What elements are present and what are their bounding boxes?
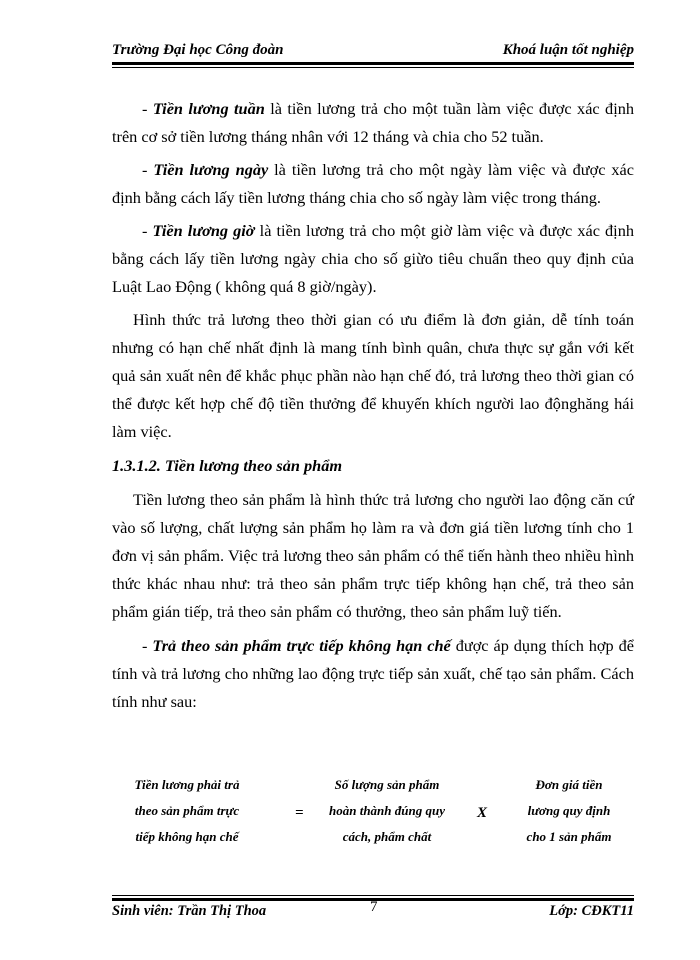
bullet-hourly-wage xyxy=(112,217,634,301)
footer-student: Sinh viên: Trần Thị Thoa xyxy=(112,903,267,919)
paragraph-direct-piece-rate xyxy=(112,632,634,716)
bullet-dash: - xyxy=(142,99,153,118)
formula-mid-line: Số lượng sản phẩm xyxy=(334,777,440,792)
header-document-type: Khoá luận tốt nghiệp xyxy=(502,42,634,58)
bullet-dash: - xyxy=(142,221,153,240)
footer-class: Lớp: CĐKT11 xyxy=(549,903,634,919)
formula-mid-line: cách, phẩm chất xyxy=(342,829,432,844)
paragraph-time-based-pay: Hình thức trả lương theo thời gian có ưu điểm là đơn giản, dễ tính toán nhưng có hạn chế nhất định là mang tính bình quân, chưa thực sự gắn với kết quả sản xuất nên để khắc phục phần nào hạn chế đó, trả lương theo thời gian có thể được kết hợp chế độ tiền thưởng để khuyến khích người lao độnghăng hái làm việc. xyxy=(112,310,634,441)
header-rule-thick xyxy=(112,62,634,65)
bullet-daily-wage xyxy=(112,156,634,212)
page-number: 7 xyxy=(370,899,378,915)
bullet-dash: - xyxy=(142,160,154,179)
page-header xyxy=(112,38,634,62)
bullet-weekly-wage xyxy=(112,95,634,151)
bullet-text: được áp dụng thích hợp để tính và trả lương cho những lao động trực tiếp sản xuất, chế tạo sản phẩm. Cách tính như sau: xyxy=(112,636,634,711)
formula-rhs-line: Đơn giá tiền xyxy=(535,777,603,792)
section-heading: 1.3.1.2. Tiền lương theo sản phẩm xyxy=(112,456,343,475)
bullet-text: là tiền lương trả cho một giờ làm việc và được xác định bằng cách lấy tiền lương ngày chia cho số giừo tiêu chuẩn theo quy định của Luật Lao Động ( không quá 8 giờ/ngày). xyxy=(112,221,634,296)
bullet-text: là tiền lương trả cho một ngày làm việc và được xác định bằng cách lấy tiền lương tháng chia cho số ngày làm việc trong tháng. xyxy=(112,160,634,207)
formula-rhs xyxy=(504,772,634,850)
header-rule-thin xyxy=(112,67,634,68)
header-school: Trường Đại học Công đoàn xyxy=(112,42,284,58)
page-footer xyxy=(112,901,634,925)
formula-rhs-line: cho 1 sản phẩm xyxy=(526,829,612,844)
formula-equals: = xyxy=(295,805,304,821)
formula-lhs-line: theo sản phẩm trực xyxy=(134,803,240,818)
footer-rule-thin xyxy=(112,895,634,896)
formula-times: X xyxy=(477,805,488,821)
bullet-term: Tiền lương ngày xyxy=(153,160,269,179)
formula-lhs-line: Tiền lương phải trả xyxy=(134,777,240,792)
formula-middle xyxy=(307,772,467,850)
bullet-term: Tiền lương giờ xyxy=(152,221,255,240)
formula-rhs-line: lương quy định xyxy=(527,803,611,818)
bullet-term: Trả theo sản phẩm trực tiếp không hạn chế xyxy=(152,636,451,655)
bullet-text: là tiền lương trả cho một tuần làm việc được xác định trên cơ sở tiền lương tháng nhân với 12 tháng và chia cho 52 tuần. xyxy=(112,99,635,146)
formula-lhs-line: tiếp không hạn chế xyxy=(135,829,239,844)
bullet-dash: - xyxy=(142,636,153,655)
formula-mid-line: hoàn thành đúng quy xyxy=(329,803,445,818)
wage-formula xyxy=(112,772,634,852)
bullet-term: Tiền lương tuần xyxy=(152,99,265,118)
paragraph-piece-rate-pay: Tiền lương theo sản phẩm là hình thức trả lương cho người lao động căn cứ vào số lượng, chất lượng sản phẩm họ làm ra và đơn giá tiền lương tính cho 1 đơn vị sản phẩm. Việc trả lương theo sản phẩm có thể tiến hành theo nhiều hình thức khác nhau như: trả theo sản phẩm trực tiếp không hạn chế, trả theo sản phẩm gián tiếp, trả theo sản phẩm có thưởng, theo sản phẩm luỹ tiến. xyxy=(112,490,634,621)
page-body xyxy=(112,95,634,716)
formula-lhs xyxy=(112,772,262,850)
